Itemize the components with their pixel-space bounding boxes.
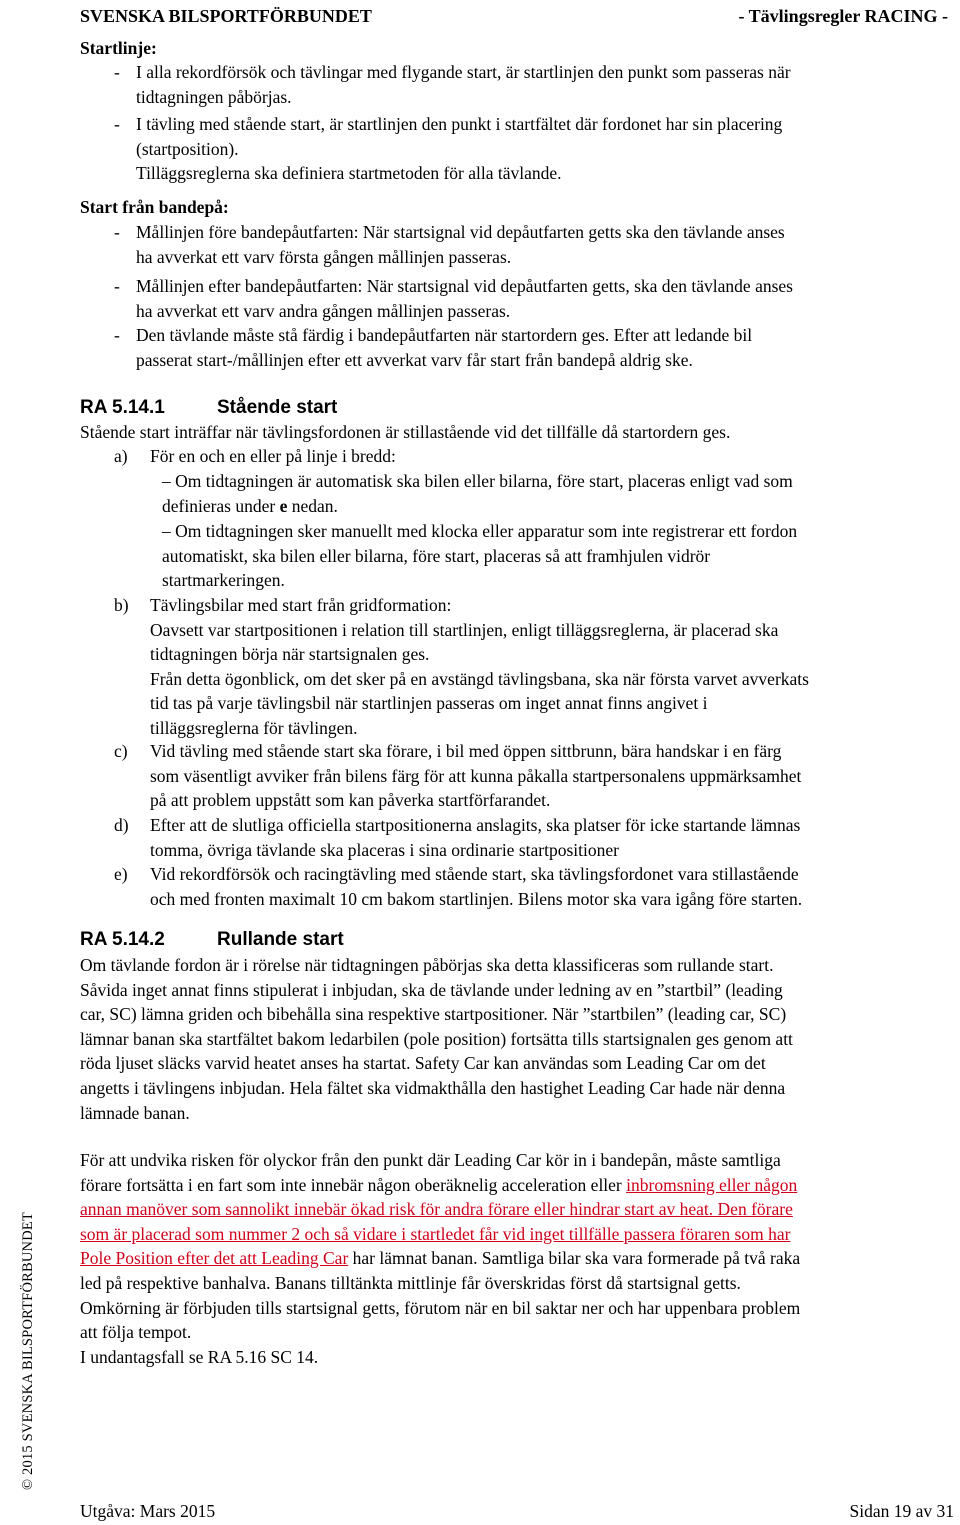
- sub-item: – Om tidtagningen sker manuellt med klocka eller apparatur som inte registrerar ett fordon automatiskt, ska bilen eller bilarna, före start, placeras så att framhjulen vidrör startmarkeringen.: [162, 521, 798, 591]
- copyright-sidebar: © 2015 SVENSKA BILSPORTFÖRBUNDET: [20, 1212, 36, 1490]
- item-text-b: Tävlingsbilar med start från gridformation: Oavsett var startpositionen i relation till startlinjen, enligt tilläggsreglerna, är placerad ska tidtagningen börja när startsignalen ges. Från detta ögonblick, om det sker på en avstängd tävlingsbana, ska när första varvet avverkats tid tas på varje tävlingsbil när startlinjen passeras om inget annat finns angivet i tilläggsreglerna för tävlingen.: [150, 595, 809, 738]
- highlighted-change: Pole Position efter det att Leading Car: [80, 1248, 349, 1269]
- rule-heading-5-14-1: RA 5.14.1 Stående start: [80, 397, 338, 418]
- item-label-b: b): [114, 595, 129, 615]
- item-label-e: e): [114, 864, 128, 884]
- highlighted-change: annan manöver som sannolikt innebär ökad risk för andra förare eller hindrar start av heat. Den förare: [80, 1199, 793, 1220]
- header-document-title: - Tävlingsregler RACING -: [738, 6, 948, 26]
- header-organization: SVENSKA BILSPORTFÖRBUNDET: [80, 6, 372, 26]
- item-text-e: Vid rekordförsök och racingtävling med stående start, ska tävlingsfordonet vara stillastående och med fronten maximalt 10 cm bakom startlinjen. Bilens motor ska vara igång före starten.: [150, 864, 803, 909]
- footer-edition: Utgåva: Mars 2015: [80, 1501, 216, 1521]
- item-label-c: c): [114, 741, 128, 761]
- item-text-a: För en och en eller på linje i bredd:: [150, 446, 396, 466]
- item-text-c: Vid tävling med stående start ska förare, i bil med öppen sittbrunn, bära handskar i en färg som väsentligt avviker från bilens färg för att kunna påkalla startpersonalens uppmärksamhet på att problem uppstått som kan påverka startförfarandet.: [150, 741, 802, 811]
- item-label-a: a): [114, 446, 128, 466]
- rule-intro: Stående start inträffar när tävlingsfordonen är stillastående vid det tillfälle då startordern ges.: [80, 422, 731, 442]
- footer-page-number: Sidan 19 av 31: [849, 1501, 954, 1521]
- sub-item: – Om tidtagningen är automatisk ska bilen eller bilarna, före start, placeras enligt vad som definieras under e nedan.: [162, 471, 793, 516]
- section-heading-bandepa: Start från bandepå:: [80, 197, 229, 217]
- highlighted-change: som är placerad som nummer 2 och så vidare i startledet får vid inget tillfälle passera föraren som har: [80, 1223, 791, 1244]
- item-label-d: d): [114, 815, 129, 835]
- paragraph: Om tävlande fordon är i rörelse när tidtagningen påbörjas ska detta klassificeras som rullande start. Såvida inget annat finns stipulerat i inbjudan, ska de tävlande under ledning av en ”startbil” (leading car, SC) lämna griden och bibehålla sina respektive startpositioner. När ”startbilen” (leading car, SC) lämnar banan ska startfältet bakom ledarbilen (pole position) fortsätta tills startsignalen ges genom att röda ljuset släcks varvid heatet anses ha startat. Safety Car kan användas som Leading Car om det angetts i tävlingens inbjudan. Hela fältet ska vidmakthålla den hastighet Leading Car hade när denna lämnade banan.: [80, 955, 793, 1123]
- highlighted-change: inbromsning eller någon: [626, 1174, 798, 1195]
- paragraph: För att undvika risken för olyckor från den punkt där Leading Car kör in i bandepån, måste samtliga förare fortsätta i en fart som inte innebär någon oberäknelig acceleration eller inbromsning eller någon annan manöver som sannolikt innebär ökad risk för andra förare eller hindrar start av heat. Den förare som är placerad som nummer 2 och så vidare i startledet får vid inget tillfälle passera föraren som har Pole Position efter det att Leading Car har lämnat banan. Samtliga bilar ska vara formerade på två raka led på respektive banhalva. Banans tilltänkta mittlinje får överskridas först då startsignal getts. Omkörning är förbjuden tills startsignal getts, förutom när en bil saktar ner och har uppenbara problem att följa tempot. I undantagsfall se RA 5.16 SC 14.: [80, 1148, 954, 1369]
- section-heading-startlinje: Startlinje:: [80, 38, 157, 58]
- item-text-d: Efter att de slutliga officiella startpositionerna anslagits, ska platser för icke startande lämnas tomma, övriga tävlande ska placeras i sina ordinarie startpositioner: [150, 815, 801, 860]
- rule-heading-5-14-2: RA 5.14.2 Rullande start: [80, 929, 344, 950]
